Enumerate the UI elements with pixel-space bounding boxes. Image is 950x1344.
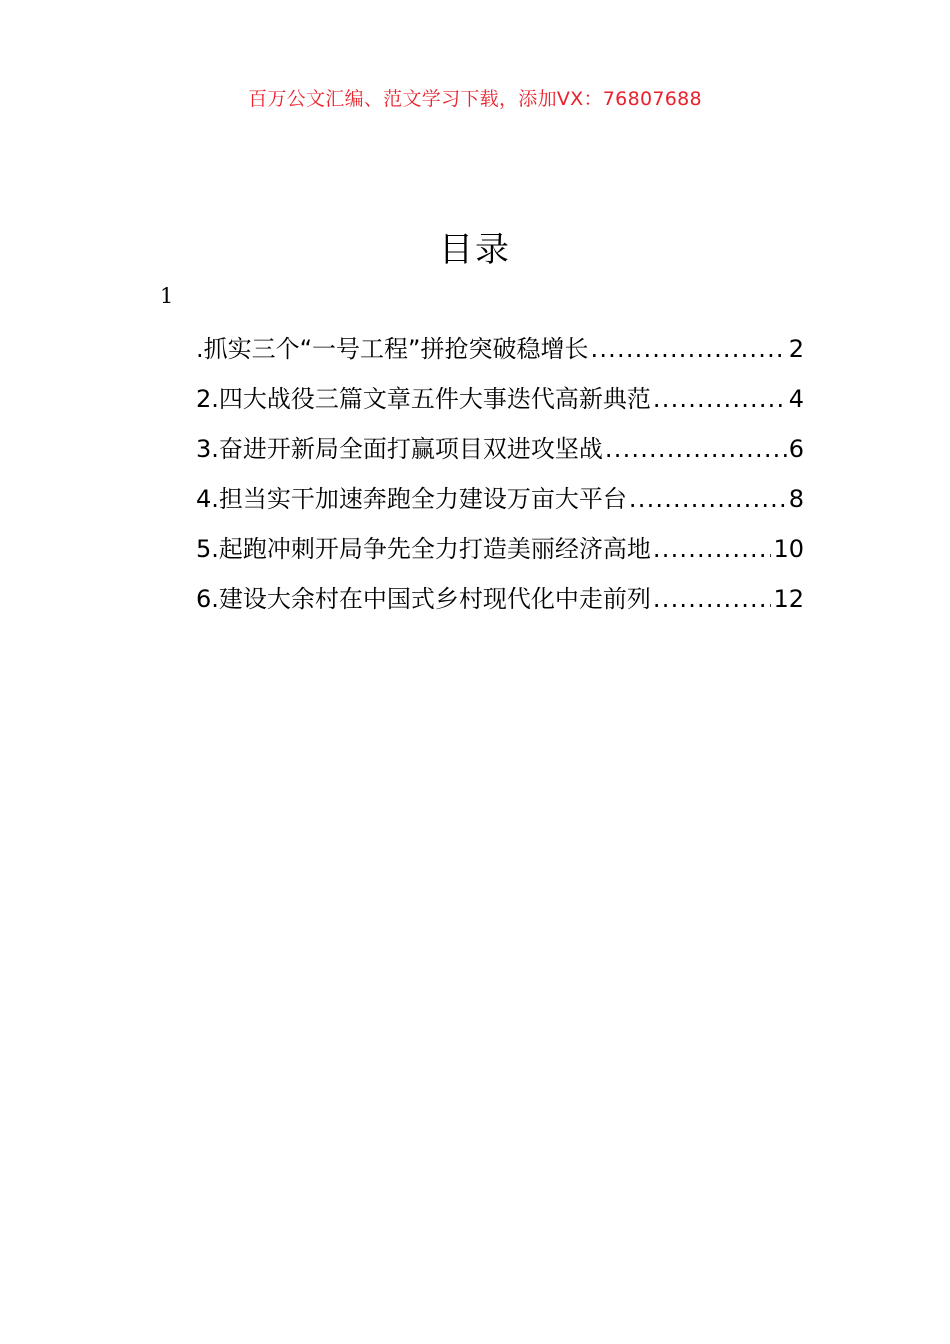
- header-banner: 百万公文汇编、范文学习下载，添加VX：76807688: [248, 88, 702, 110]
- toc-leader-dots: [653, 524, 772, 574]
- toc-entry[interactable]: [196, 524, 804, 574]
- toc-entry-title: 5.起跑冲刺开局争先全力打造美丽经济高地: [196, 535, 651, 563]
- stray-number: 1: [160, 284, 174, 308]
- toc-entry[interactable]: [196, 574, 804, 624]
- toc-entry[interactable]: [196, 374, 804, 424]
- toc-page-number: 2: [788, 335, 804, 363]
- toc-leader-dots: [591, 324, 787, 374]
- toc-entry-title: .抓实三个“一号工程”拼抢突破稳增长: [196, 335, 589, 363]
- toc-entry[interactable]: [196, 474, 804, 524]
- toc-leader-dots: [629, 474, 787, 524]
- toc-page-number: 6: [788, 435, 804, 463]
- toc-leader-dots: [605, 424, 787, 474]
- toc-entry-title: 6.建设大余村在中国式乡村现代化中走前列: [196, 585, 651, 613]
- toc-page-number: 10: [773, 535, 804, 563]
- toc-leader-dots: [653, 374, 787, 424]
- toc-page-number: 4: [788, 385, 804, 413]
- toc-entry-title: 3.奋进开新局全面打赢项目双进攻坚战: [196, 435, 603, 463]
- toc-leader-dots: [653, 574, 772, 624]
- toc-entry[interactable]: [196, 424, 804, 474]
- toc-entry-title: 4.担当实干加速奔跑全力建设万亩大平台: [196, 485, 627, 513]
- toc-entry[interactable]: [196, 324, 804, 374]
- table-of-contents: [196, 324, 804, 624]
- toc-page-number: 12: [773, 585, 804, 613]
- toc-entry-title: 2.四大战役三篇文章五件大事迭代高新典范: [196, 385, 651, 413]
- toc-page-number: 8: [788, 485, 804, 513]
- page-title: 目录: [439, 230, 511, 270]
